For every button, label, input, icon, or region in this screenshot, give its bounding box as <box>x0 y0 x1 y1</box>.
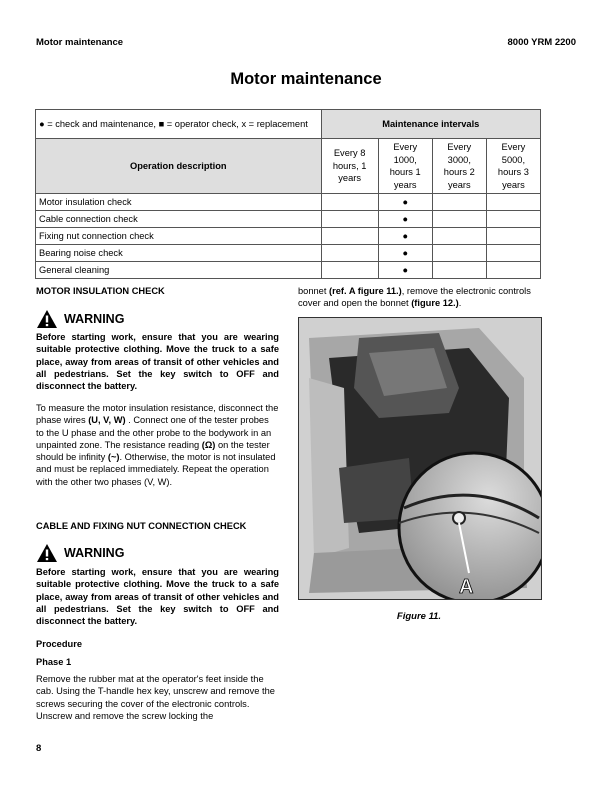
text-run: . <box>458 298 462 309</box>
warning-label: WARNING <box>64 545 125 560</box>
phase-heading: Phase 1 <box>36 657 72 667</box>
bonnet-text <box>298 285 541 310</box>
page-number: 8 <box>36 743 42 754</box>
maintenance-table <box>35 109 541 279</box>
text-run: . Otherwise, the motor is not insulated and must be replaced immediately. Repeat the operation with the other two phases (V, W). <box>36 452 276 487</box>
mark-cell <box>432 194 486 211</box>
mark-cell <box>432 211 486 228</box>
mark-cell <box>486 262 540 279</box>
interval-header: Every 1000, hours 1 years <box>378 139 432 194</box>
insulation-check-heading: MOTOR INSULATION CHECK <box>36 286 165 296</box>
phase-wires-ref: (U, V, W) <box>88 415 126 426</box>
table-legend: ● = check and maintenance, ■ = operator check, x = replacement <box>36 110 322 139</box>
figure-11-photo <box>298 317 542 600</box>
maintenance-intervals-header: Maintenance intervals <box>321 110 540 139</box>
table-row <box>36 245 541 262</box>
interval-header: Every 3000, hours 2 years <box>432 139 486 194</box>
page-title: Motor maintenance <box>230 70 382 88</box>
table-row <box>36 194 541 211</box>
text-run: on the tester should be infinity <box>36 439 270 463</box>
interval-header: Every 8 hours, 1 years <box>321 139 378 194</box>
mark-cell <box>486 194 540 211</box>
warning-icon <box>36 309 58 329</box>
mark-cell <box>321 194 378 211</box>
figure-label: A <box>459 576 474 598</box>
mark-cell <box>432 228 486 245</box>
operation-cell: Cable connection check <box>36 211 322 228</box>
interval-header: Every 5000, hours 3 years <box>486 139 540 194</box>
insulation-procedure-text <box>36 402 279 488</box>
operation-description-header: Operation description <box>36 139 322 194</box>
mark-cell: ● <box>378 228 432 245</box>
table-row <box>36 228 541 245</box>
table-row <box>36 262 541 279</box>
procedure-heading: Procedure <box>36 639 82 649</box>
warning-text: Before starting work, ensure that you are wearing suitable protective clothing. Move the truck to a safe place, away from areas of transit of other vehicles and all pedestrians. Set the key switch to OFF and disconnect the battery. <box>36 567 279 627</box>
figure-ref: (ref. A figure 11.) <box>329 286 402 296</box>
text-run: To measure the motor insulation resistance, disconnect the phase wires <box>36 403 279 426</box>
warning-text: Before starting work, ensure that you are wearing suitable protective clothing. Move the truck to a safe place, away from areas of transit of other vehicles and all pedestrians. Set the key switch to OFF and disconnect the battery. <box>36 332 279 392</box>
running-header-doc-code: 8000 YRM 2200 <box>507 37 576 48</box>
running-header-title: Motor maintenance <box>36 37 124 48</box>
operation-cell: General cleaning <box>36 262 322 279</box>
cable-check-heading: CABLE AND FIXING NUT CONNECTION CHECK <box>36 521 247 531</box>
operation-cell: Motor insulation check <box>36 194 322 211</box>
text-run: , remove the electronic controls cover and open the bonnet <box>298 286 531 309</box>
mark-cell: ● <box>378 211 432 228</box>
operation-cell: Bearing noise check <box>36 245 322 262</box>
mark-cell: ● <box>378 245 432 262</box>
phase-text: Remove the rubber mat at the operator's feet inside the cab. Using the T-handle hex key, unscrew and remove the screws securing the cover of the electronic controls. Unscrew and remove the screw locking the <box>36 674 275 721</box>
ohm-symbol: (Ω) <box>201 439 216 450</box>
infinity-symbol: (~) <box>107 452 120 463</box>
text-run: bonnet <box>298 286 330 296</box>
mark-cell <box>321 211 378 228</box>
mark-cell <box>486 245 540 262</box>
operation-cell: Fixing nut connection check <box>36 228 322 245</box>
truck-cab-illustration <box>299 318 541 599</box>
mark-cell <box>321 228 378 245</box>
table-row <box>36 211 541 228</box>
warning-box <box>36 309 279 329</box>
mark-cell <box>432 245 486 262</box>
figure-caption: Figure 11. <box>396 611 442 622</box>
mark-cell <box>321 245 378 262</box>
mark-cell <box>486 211 540 228</box>
text-run: . Connect one of the tester probes to the U phase and the other probe to the bodywork in an unpainted zone. The resistance reading <box>36 415 272 450</box>
mark-cell <box>321 262 378 279</box>
warning-icon <box>36 543 58 563</box>
mark-cell <box>486 228 540 245</box>
warning-box <box>36 543 279 563</box>
mark-cell: ● <box>378 194 432 211</box>
figure-ref: (figure 12.) <box>411 298 459 309</box>
mark-cell: ● <box>378 262 432 279</box>
warning-label: WARNING <box>64 311 125 326</box>
mark-cell <box>432 262 486 279</box>
